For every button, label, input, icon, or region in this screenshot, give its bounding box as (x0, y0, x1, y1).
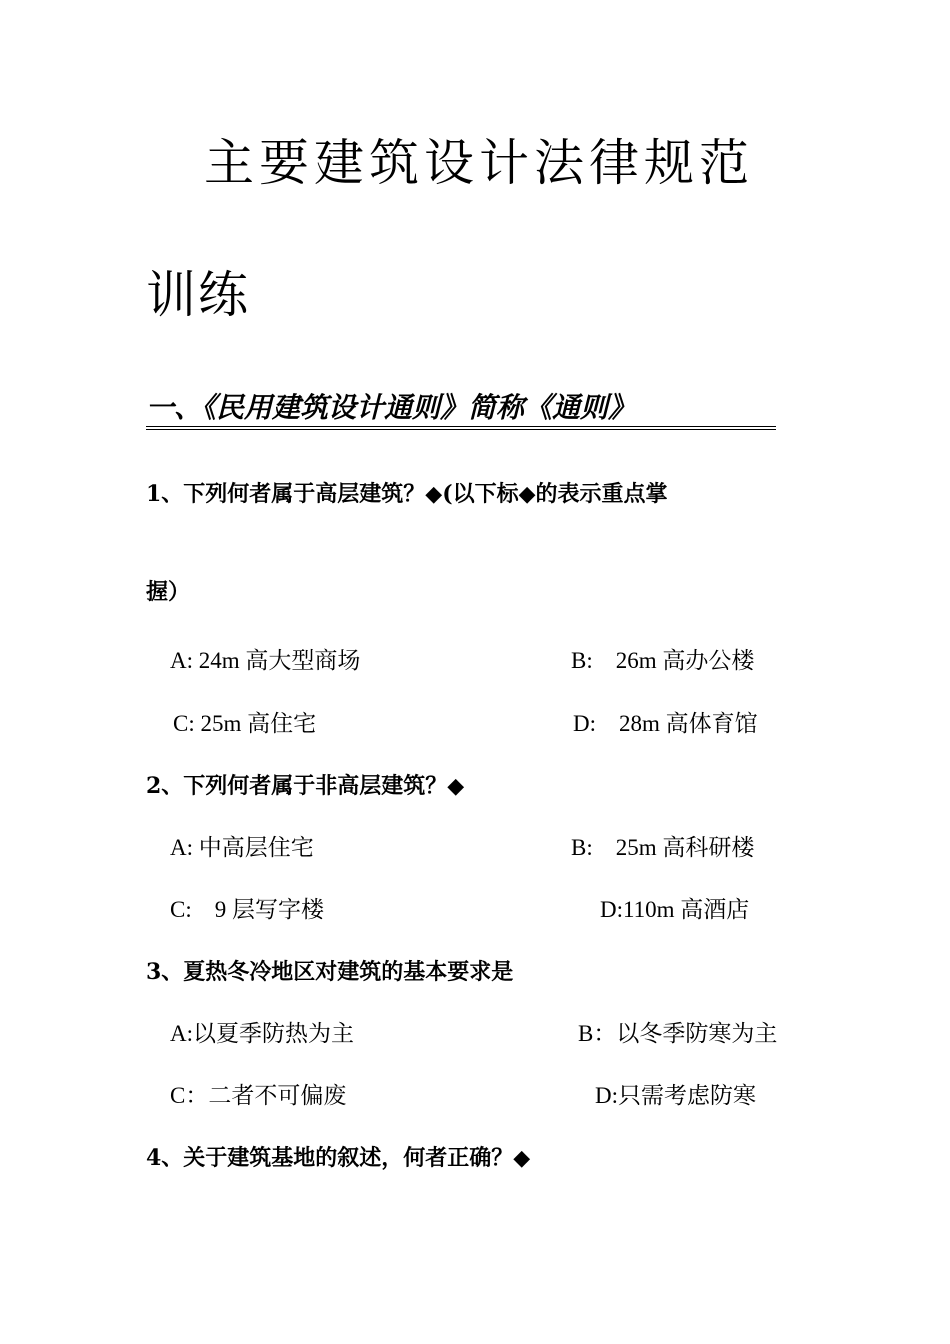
question-1-text-continued: 握） (146, 579, 191, 605)
question-1-text: 1、下列何者属于高层建筑？◆(以下标◆的表示重点掌 (146, 481, 668, 507)
question-3-option-a: A:以夏季防热为主 (170, 1021, 354, 1046)
question-2-option-d: D:110m 高酒店 (600, 897, 750, 922)
question-1-option-c: C: 25m 高住宅 (173, 711, 317, 736)
question-1-option-b: B: 26m 高办公楼 (571, 648, 755, 673)
question-3-option-c: C：二者不可偏废 (170, 1083, 347, 1108)
question-3-option-b: B：以冬季防寒为主 (578, 1021, 778, 1046)
question-1-option-d: D: 28m 高体育馆 (573, 711, 758, 736)
question-1-option-a: A: 24m 高大型商场 (170, 648, 361, 673)
question-4-text: 4、关于建筑基地的叙述，何者正确？◆ (146, 1145, 531, 1171)
question-2-option-a: A: 中高层住宅 (170, 835, 314, 860)
question-2-option-b: B: 25m 高科研楼 (571, 835, 755, 860)
question-2-option-c: C: 9 层写字楼 (170, 897, 324, 922)
section-heading: 一、《民用建筑设计通则》简称《通则》 (146, 392, 776, 430)
page-title-line-1: 主要建筑设计法律规范 (204, 134, 754, 192)
question-3-text: 3、夏热冬冷地区对建筑的基本要求是 (146, 959, 514, 985)
question-3-option-d: D:只需考虑防寒 (595, 1083, 756, 1108)
page-title-line-2: 训练 (146, 266, 250, 324)
question-2-text: 2、下列何者属于非高层建筑？◆ (146, 773, 465, 799)
